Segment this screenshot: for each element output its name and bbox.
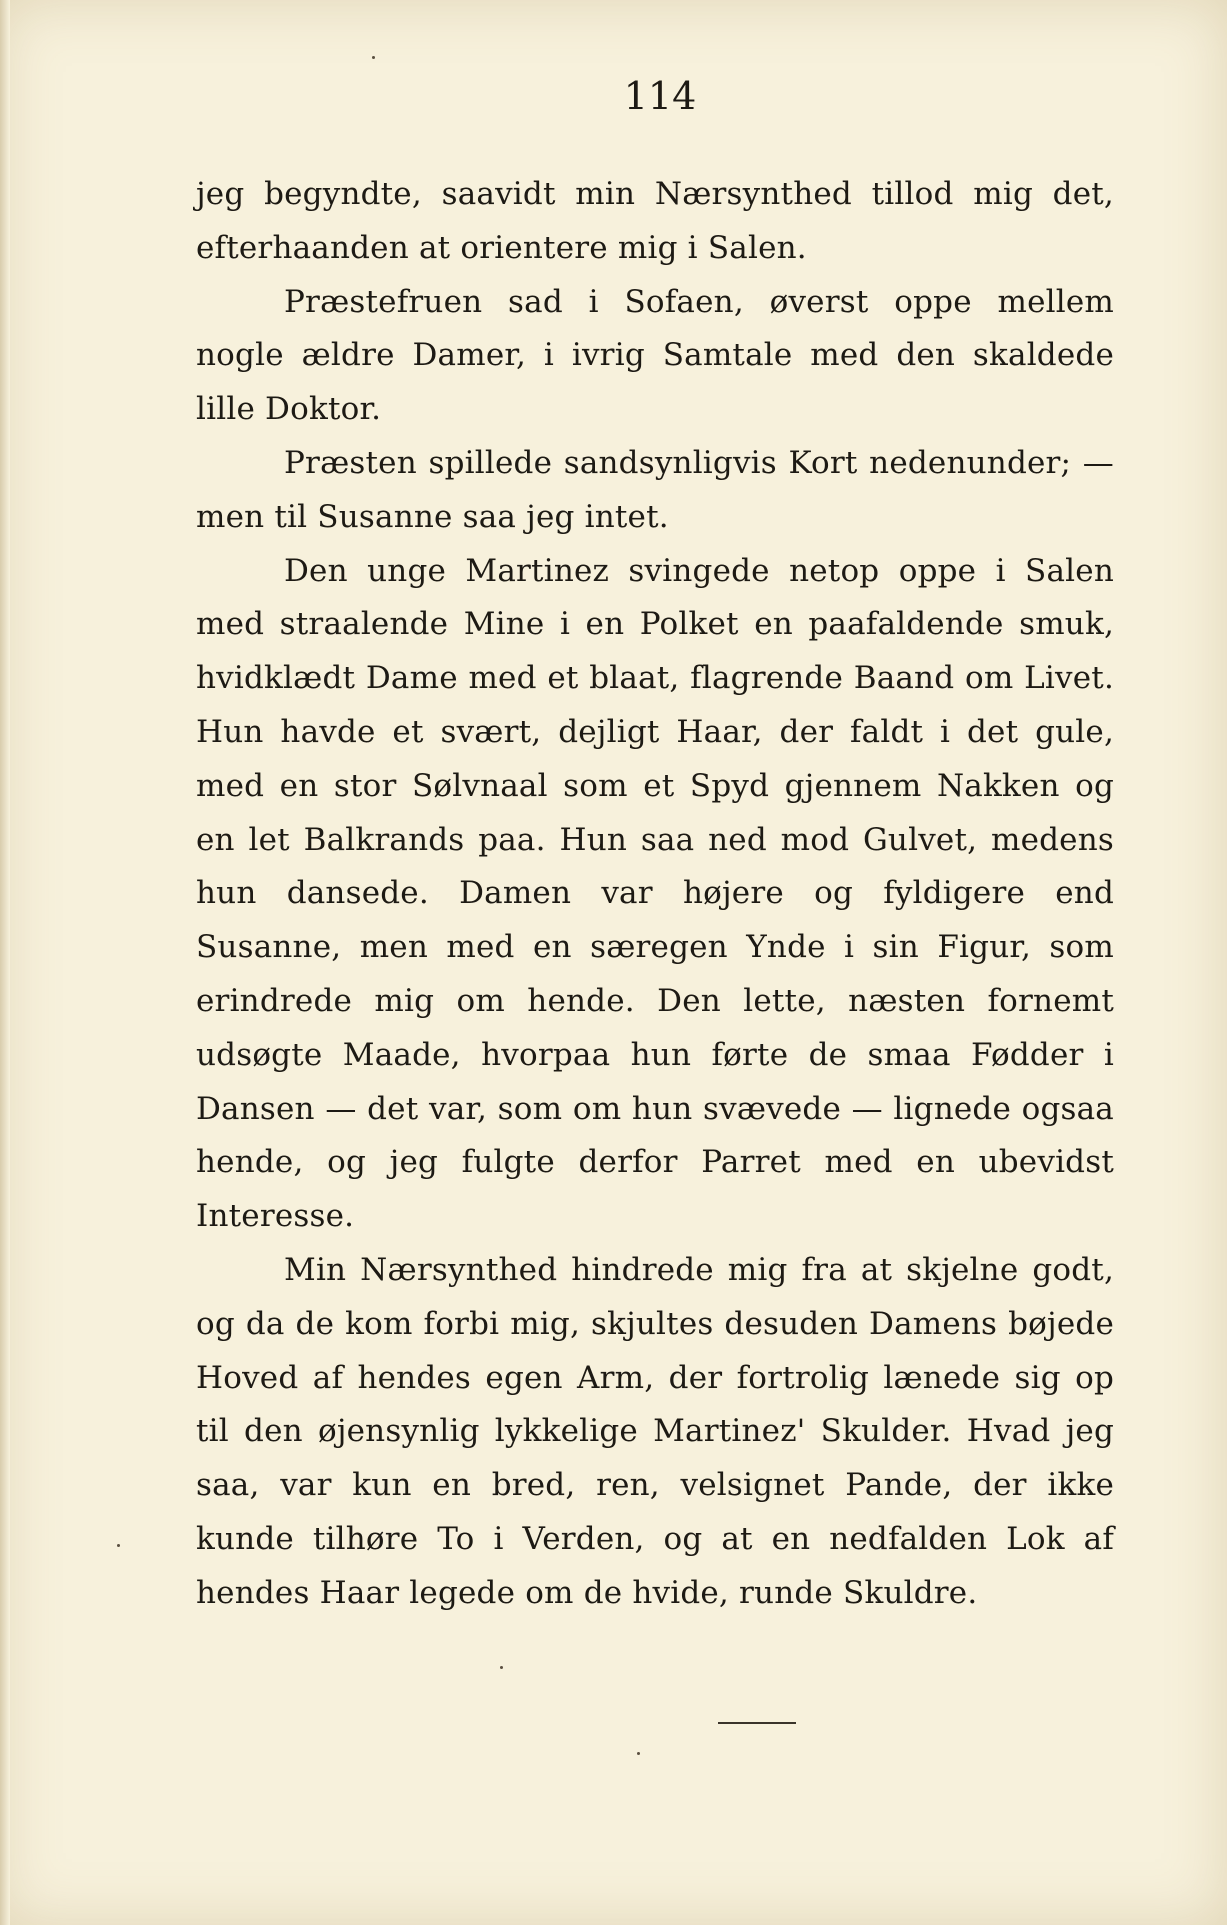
paper-speck <box>117 1544 120 1547</box>
paper-speck <box>372 56 375 59</box>
body-text <box>196 168 1114 1621</box>
end-rule <box>718 1722 796 1724</box>
paper-speck <box>637 1752 640 1755</box>
paragraph: Præsten spillede sandsynligvis Kort nedenunder; — men til Susanne saa jeg intet. <box>196 444 1114 535</box>
page-edge <box>0 0 10 1925</box>
paper-speck <box>500 1666 503 1669</box>
paragraph: Præstefruen sad i Sofaen, øverst oppe mellem nogle ældre Damer, i ivrig Samtale med den skaldede lille Doktor. <box>196 283 1114 428</box>
paragraph: Den unge Martinez svingede netop oppe i Salen med straalende Mine i en Polket en paafaldende smuk, hvidklædt Dame med et blaat, flagrende Baand om Livet. Hun havde et svært, dejligt Haar, der faldt i det gule, med en stor Sølvnaal som et Spyd gjennem Nakken og en let Balkrands paa. Hun saa ned mod Gulvet, medens hun dansede. Damen var højere og fyldigere end Susanne, men med en særegen Ynde i sin Figur, som erindrede mig om hende. Den lette, næsten fornemt udsøgte Maade, hvorpaa hun førte de smaa Fødder i Dansen — det var, som om hun svævede — lignede ogsaa hende, og jeg fulgte derfor Parret med en ubevidst Interesse. <box>196 552 1114 1235</box>
page-number: 114 <box>623 74 697 118</box>
paragraph: jeg begyndte, saavidt min Nærsynthed tillod mig det, efterhaanden at orientere mig i Salen. <box>196 176 1114 266</box>
paragraph: Min Nærsynthed hindrede mig fra at skjelne godt, og da de kom forbi mig, skjultes desuden Damens bøjede Hoved af hendes egen Arm, der fortrolig lænede sig op til den øjensynlig lykkelige Martinez' Skulder. Hvad jeg saa, var kun en bred, ren, velsignet Pande, der ikke kunde tilhøre To i Verden, og at en nedfalden Lok af hendes Haar legede om de hvide, runde Skuldre. <box>196 1251 1114 1611</box>
